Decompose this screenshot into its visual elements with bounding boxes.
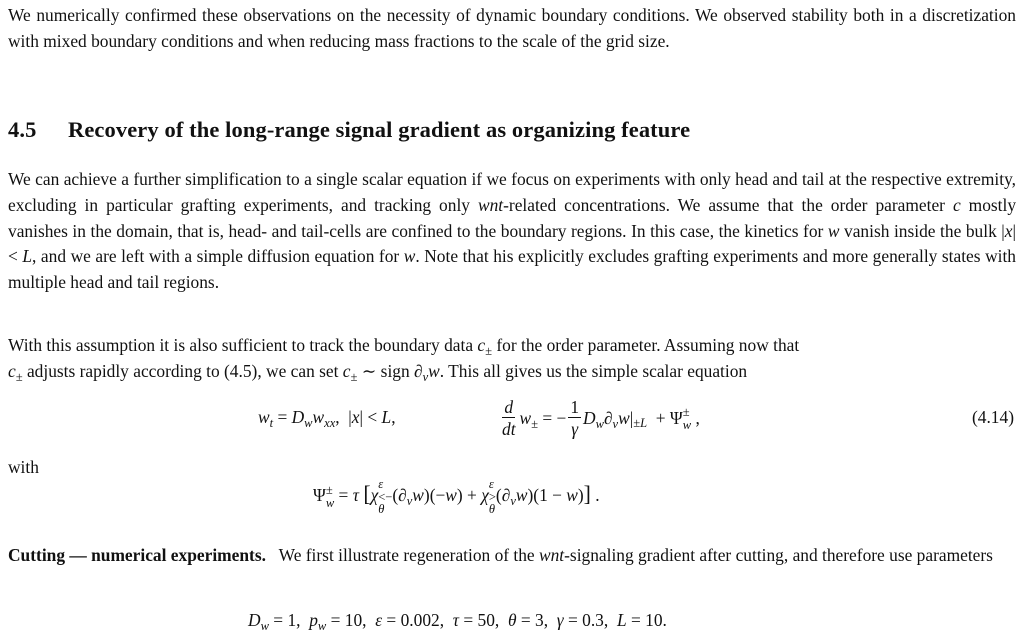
param-value: 0.3 xyxy=(582,610,604,630)
math-nu-w: $_\nu$w xyxy=(422,360,440,385)
paragraph-boundary-conditions: We numerically confirmed these observations on the necessity of dynamic boundary conditions. We observed stability both in a discretization with mixed boundary conditions and when reducing mass fractions to the scale of the grid size. xyxy=(8,5,1016,51)
text-run: -signaling gradient after cutting, and therefore use parameters xyxy=(564,545,993,565)
text-run: | < xyxy=(8,220,1017,267)
paragraph-lead: Cutting — numerical experiments. xyxy=(8,545,266,565)
param-value: 3 xyxy=(535,610,544,630)
math-c-pm: $c_\pm$ xyxy=(342,360,358,385)
text-run: vanish inside the bulk | xyxy=(839,220,1005,241)
text-run: With this assumption it is also sufficient to track the boundary data xyxy=(8,335,478,355)
text-run: . Note that his explicitly excludes grafting experiments and more generally states with multiple head and tail regions. xyxy=(8,246,1017,293)
text-run: We first illustrate regeneration of the xyxy=(278,545,539,565)
param-value: 0.002 xyxy=(400,610,440,630)
param-value: 10 xyxy=(344,610,363,630)
param-value: 50 xyxy=(477,610,495,630)
param-value: 1 xyxy=(287,610,297,630)
equation-boundary: $\frac{d}{dt}$ $w_\pm$ = − $\frac{1}{\gamma}$ $D_w\partial_\nu w$ | ±L + Ψ ± w , xyxy=(502,397,700,439)
text-run-italic: L xyxy=(22,246,33,267)
text-run: ∼ sign ∂ xyxy=(357,360,423,381)
section-heading xyxy=(8,117,690,143)
text-run: -related concentrations. We assume that the order parameter xyxy=(503,194,953,215)
text-run-italic: w xyxy=(827,220,840,241)
section-number: 4.5 xyxy=(8,117,37,142)
text-run-italic: wnt xyxy=(539,545,565,565)
text-run-italic: w xyxy=(403,246,416,267)
paragraph-simplification xyxy=(8,167,1016,296)
math-c-pm: $c_\pm$ xyxy=(477,335,493,359)
text-run: for the order parameter. Assuming now that xyxy=(492,335,800,355)
math-c-pm: $c_\pm$ xyxy=(8,360,23,385)
text-run: We can achieve a further simplification to a single scalar equation if we focus on experiments with only head and tail at the respective extremity, excluding in particular grafting experiments, and tracking only xyxy=(8,169,1016,215)
paragraph-boundary-data xyxy=(8,333,799,385)
equation-diffusion: $w_t = D_ww_{xx}$, |x| < L, xyxy=(258,407,396,431)
paragraph-cutting xyxy=(8,543,993,569)
equation-number: (4.14) xyxy=(971,407,1014,427)
text-run-italic: x xyxy=(1004,220,1013,241)
text-run: mostly vanishes in the domain, that is, head- and tail-cells are confined to the boundary regions. In this case, the kinetics for xyxy=(8,194,1017,241)
text-run: . This all gives us the simple scalar equation xyxy=(439,360,748,381)
text-run: , and we are left with a simple diffusion equation for xyxy=(32,246,404,267)
with-label: with xyxy=(8,457,39,477)
text-run: adjusts rapidly according to (4.5), we can set xyxy=(22,360,343,381)
text-run-italic: wnt xyxy=(477,194,504,215)
param-value: 10 xyxy=(645,610,663,630)
text-run-italic: c xyxy=(952,194,961,215)
equation-4-14 xyxy=(8,395,1016,451)
section-title: Recovery of the long-range signal gradient as organizing feature xyxy=(68,117,691,142)
